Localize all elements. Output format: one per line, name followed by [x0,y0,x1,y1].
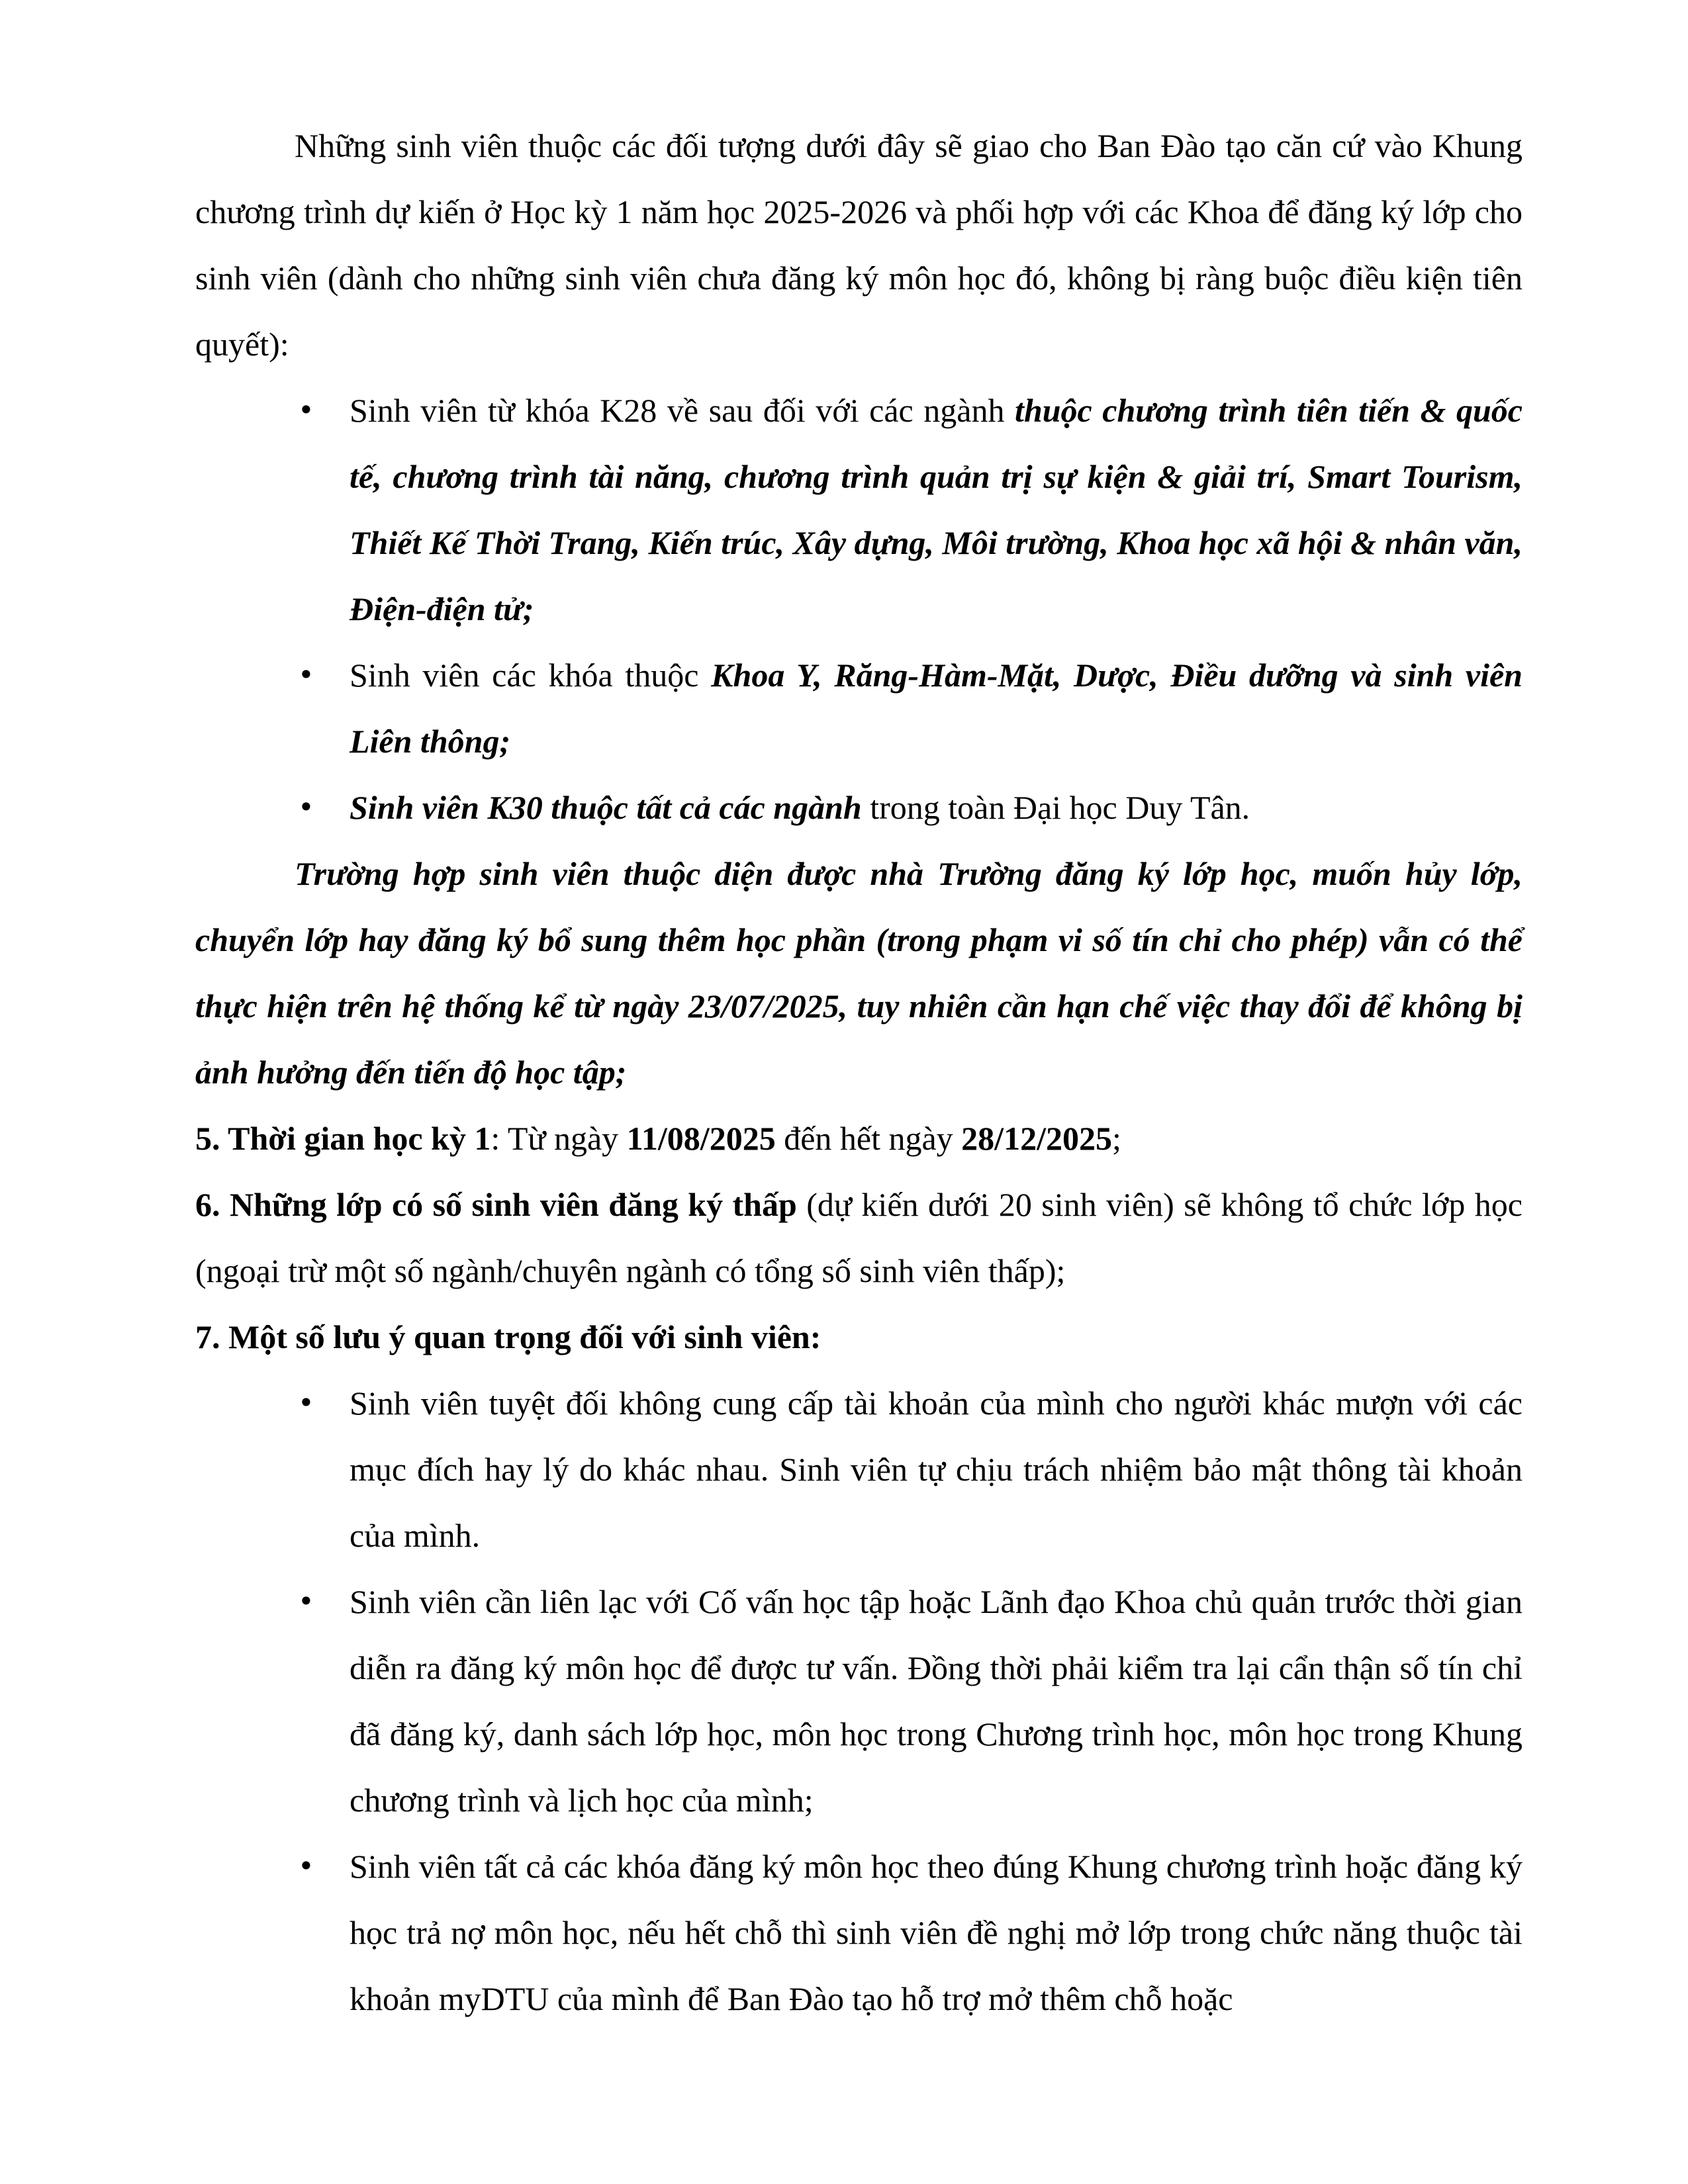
text-run: 7. Một số lưu ý quan trọng đối với sinh viên: [195,1318,821,1355]
bullet-icon: • [298,1387,314,1419]
text-run: trong toàn Đại học Duy Tân. [870,789,1250,826]
text-run: 11/08/2025 [626,1120,776,1157]
bullet-item-k30 [195,774,1523,841]
text-run: Sinh viên từ khóa K28 về sau đối với các ngành [350,392,1015,429]
text-run: Khoa Y, Răng-Hàm-Mặt, Dược, Điều dưỡng và sinh viên Liên thông; [350,657,1523,760]
bullet-item-khoa-y [195,642,1523,774]
bullet-icon: • [298,1850,314,1882]
text-run: Sinh viên tuyệt đối không cung cấp tài khoản của mình cho người khác mượn với các mục đích hay lý do khác nhau. Sinh viên tự chịu trách nhiệm bảo mật thông tài khoản của mình. [350,1385,1523,1554]
bullet-icon: • [298,1585,314,1617]
text-run: đến hết ngày [775,1120,962,1157]
text-run: ; [1111,1120,1121,1157]
text-run: Sinh viên K30 thuộc tất cả các ngành [350,789,870,826]
intro-paragraph [195,113,1523,377]
text-run: Sinh viên các khóa thuộc [350,657,712,694]
text-run: (dự kiến dưới 20 sinh viên) sẽ không tổ chức lớp học (ngoại trừ một số ngành/chuyên ngành có tổng số sinh viên thấp); [195,1186,1523,1289]
bullet-icon: • [298,659,314,691]
text-run: : Từ ngày [491,1120,627,1157]
clause-7 [195,1304,1523,1370]
bullet-icon: • [298,791,314,823]
text-run: thuộc chương trình tiên tiến & quốc tế, chương trình tài năng, chương trình quản trị sự kiện & giải trí, Smart Tourism, Thiết Kế Thời Trang, Kiến trúc, Xây dựng, Môi trường, Khoa học xã hội & nhân văn, Điện-điện tử; [350,392,1523,627]
text-run: Trường hợp sinh viên thuộc diện được nhà Trường đăng ký lớp học, muốn hủy lớp, chuyển lớp hay đăng ký bổ sung thêm học phần (trong phạm vi số tín chỉ cho phép) vẫn có thể thực hiện trên hệ thống kể từ ngày 23/07/2025, tuy nhiên cần hạn chế việc thay đổi để không bị ảnh hưởng đến tiến độ học tập; [195,855,1523,1091]
text-run: Sinh viên tất cả các khóa đăng ký môn học theo đúng Khung chương trình hoặc đăng ký học trả nợ môn học, nếu hết chỗ thì sinh viên đề nghị mở lớp trong chức năng thuộc tài khoản myDTU của mình để Ban Đào tạo hỗ trợ mở thêm chỗ hoặc [350,1848,1523,2017]
text-run: 6. Những lớp có số sinh viên đăng ký thấp [195,1186,797,1223]
clause-6 [195,1171,1523,1304]
bullet-item-k28 [195,377,1523,642]
clause-5 [195,1105,1523,1171]
bullet-icon: • [298,394,314,426]
text-run: 5. Thời gian học kỳ 1 [195,1120,491,1157]
text-run: Những sinh viên thuộc các đối tượng dưới đây sẽ giao cho Ban Đào tạo căn cứ vào Khung chương trình dự kiến ở Học kỳ 1 năm học 2025-2026 và phối hợp với các Khoa để đăng ký lớp cho sinh viên (dành cho những sinh viên chưa đăng ký môn học đó, không bị ràng buộc điều kiện tiên quyết): [195,127,1523,363]
bullet-item-account-security [195,1370,1523,1569]
text-run: Sinh viên cần liên lạc với Cố vấn học tập hoặc Lãnh đạo Khoa chủ quản trước thời gian diễn ra đăng ký môn học để được tư vấn. Đồng thời phải kiểm tra lại cẩn thận số tín chỉ đã đăng ký, danh sách lớp học, môn học trong Chương trình học, môn học trong Khung chương trình và lịch học của mình; [350,1583,1523,1819]
note-paragraph [195,841,1523,1105]
bullet-item-registration-rule [195,1833,1523,2032]
text-run: 28/12/2025 [961,1120,1112,1157]
bullet-item-advisor-contact [195,1569,1523,1833]
